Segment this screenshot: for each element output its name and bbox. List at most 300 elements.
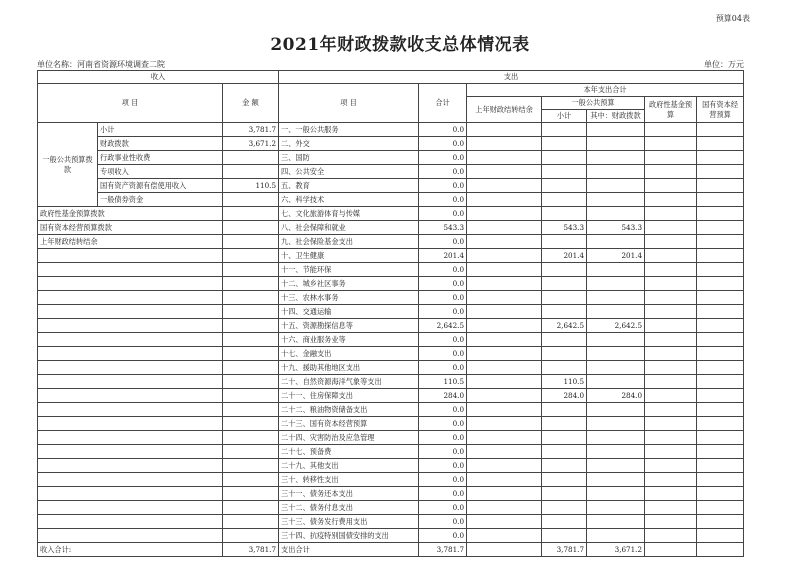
expense-item-state-capital xyxy=(697,165,744,179)
expense-item-label: 四、公共安全 xyxy=(279,165,419,179)
expense-item-label: 七、文化旅游体育与传媒 xyxy=(279,207,419,221)
income-empty-cell xyxy=(38,249,223,263)
table-row xyxy=(38,319,744,333)
expense-item-total: 0.0 xyxy=(419,291,467,305)
expense-item-total: 0.0 xyxy=(419,459,467,473)
expense-item-state-capital xyxy=(697,459,744,473)
income-empty-cell xyxy=(38,487,223,501)
expense-item-total: 0.0 xyxy=(419,277,467,291)
expense-item-label: 三十四、抗疫特别国债安排的支出 xyxy=(279,529,419,543)
expense-item-prev-balance xyxy=(467,151,542,165)
expense-item-state-capital xyxy=(697,333,744,347)
income-empty-cell xyxy=(223,515,279,529)
expense-item-label: 五、教育 xyxy=(279,179,419,193)
income-item-label: 财政拨款 xyxy=(98,137,223,151)
income-empty-cell xyxy=(38,431,223,445)
header-current-year-total: 本年支出合计 xyxy=(467,84,744,97)
expense-item-state-capital xyxy=(697,445,744,459)
expense-item-fiscal xyxy=(587,235,645,249)
expense-item-gov-fund xyxy=(645,193,697,207)
expense-item-prev-balance xyxy=(467,389,542,403)
income-empty-cell xyxy=(38,333,223,347)
expense-item-prev-balance xyxy=(467,459,542,473)
expense-item-label: 十四、交通运输 xyxy=(279,305,419,319)
expense-item-prev-balance xyxy=(467,473,542,487)
header-subtotal: 小计 xyxy=(542,110,587,123)
expense-item-subtotal xyxy=(542,137,587,151)
expense-item-label: 三十二、债务付息支出 xyxy=(279,501,419,515)
budget-table xyxy=(37,70,744,557)
income-empty-cell xyxy=(38,529,223,543)
expense-item-gov-fund xyxy=(645,151,697,165)
expense-total-subtotal: 3,781.7 xyxy=(542,543,587,557)
expense-item-total: 0.0 xyxy=(419,361,467,375)
expense-item-prev-balance xyxy=(467,431,542,445)
expense-item-fiscal: 2,642.5 xyxy=(587,319,645,333)
table-row xyxy=(38,375,744,389)
expense-item-subtotal xyxy=(542,515,587,529)
table-row xyxy=(38,403,744,417)
expense-item-state-capital xyxy=(697,403,744,417)
table-row xyxy=(38,207,744,221)
expense-item-gov-fund xyxy=(645,291,697,305)
expense-item-subtotal: 2,642.5 xyxy=(542,319,587,333)
income-empty-cell xyxy=(38,473,223,487)
expense-item-subtotal xyxy=(542,403,587,417)
expense-item-subtotal xyxy=(542,263,587,277)
expense-item-subtotal xyxy=(542,361,587,375)
table-row xyxy=(38,249,744,263)
expense-item-gov-fund xyxy=(645,347,697,361)
expense-item-fiscal xyxy=(587,123,645,137)
income-empty-cell xyxy=(38,277,223,291)
expense-item-label: 二十三、国有资本经营预算 xyxy=(279,417,419,431)
expense-item-state-capital xyxy=(697,417,744,431)
expense-item-prev-balance xyxy=(467,403,542,417)
expense-item-prev-balance xyxy=(467,165,542,179)
income-empty-cell xyxy=(38,361,223,375)
expense-item-gov-fund xyxy=(645,361,697,375)
expense-item-label: 十二、城乡社区事务 xyxy=(279,277,419,291)
income-empty-cell xyxy=(38,501,223,515)
expense-item-prev-balance xyxy=(467,333,542,347)
expense-item-total: 0.0 xyxy=(419,431,467,445)
income-item-amount xyxy=(223,235,279,249)
expense-item-total: 0.0 xyxy=(419,403,467,417)
expense-item-fiscal: 543.3 xyxy=(587,221,645,235)
income-empty-cell xyxy=(38,417,223,431)
income-empty-cell xyxy=(223,263,279,277)
expense-item-gov-fund xyxy=(645,249,697,263)
income-empty-cell xyxy=(223,277,279,291)
expense-item-gov-fund xyxy=(645,207,697,221)
expense-item-fiscal xyxy=(587,291,645,305)
expense-item-subtotal xyxy=(542,501,587,515)
table-row xyxy=(38,459,744,473)
income-empty-cell xyxy=(38,291,223,305)
expense-item-subtotal xyxy=(542,487,587,501)
table-row xyxy=(38,361,744,375)
expense-item-fiscal xyxy=(587,165,645,179)
expense-item-gov-fund xyxy=(645,179,697,193)
expense-item-label: 十六、商业服务业等 xyxy=(279,333,419,347)
expense-item-fiscal xyxy=(587,459,645,473)
expense-item-label: 八、社会保障和就业 xyxy=(279,221,419,235)
expense-total-label: 支出合计 xyxy=(279,543,419,557)
expense-item-prev-balance xyxy=(467,179,542,193)
income-empty-cell xyxy=(223,431,279,445)
unit-name: 单位名称：河南省资源环境调查二院 xyxy=(37,60,165,69)
expense-item-label: 三十三、债务发行费用支出 xyxy=(279,515,419,529)
expense-item-state-capital xyxy=(697,375,744,389)
expense-item-total: 0.0 xyxy=(419,529,467,543)
expense-item-total: 0.0 xyxy=(419,179,467,193)
table-row xyxy=(38,389,744,403)
expense-item-prev-balance xyxy=(467,221,542,235)
expense-total-fiscal: 3,671.2 xyxy=(587,543,645,557)
income-empty-cell xyxy=(223,389,279,403)
expense-item-prev-balance xyxy=(467,207,542,221)
expense-item-subtotal xyxy=(542,291,587,305)
expense-item-state-capital xyxy=(697,389,744,403)
expense-item-prev-balance xyxy=(467,263,542,277)
expense-item-subtotal xyxy=(542,305,587,319)
header-state-capital: 国有资本经营预算 xyxy=(697,97,744,123)
income-empty-cell xyxy=(223,445,279,459)
header-general-budget: 一般公共预算 xyxy=(542,97,645,110)
expense-item-gov-fund xyxy=(645,459,697,473)
expense-item-gov-fund xyxy=(645,529,697,543)
expense-item-total: 201.4 xyxy=(419,249,467,263)
income-empty-cell xyxy=(223,333,279,347)
expense-item-subtotal: 543.3 xyxy=(542,221,587,235)
expense-item-gov-fund xyxy=(645,319,697,333)
expense-item-prev-balance xyxy=(467,361,542,375)
expense-item-gov-fund xyxy=(645,263,697,277)
income-empty-cell xyxy=(38,515,223,529)
income-item-amount xyxy=(223,221,279,235)
table-row xyxy=(38,193,744,207)
expense-item-total: 0.0 xyxy=(419,515,467,529)
expense-item-fiscal xyxy=(587,347,645,361)
expense-total-prev xyxy=(467,543,542,557)
expense-item-fiscal xyxy=(587,375,645,389)
expense-item-label: 三十、转移性支出 xyxy=(279,473,419,487)
header-gov-fund: 政府性基金预算 xyxy=(645,97,697,123)
income-item-amount: 3,781.7 xyxy=(223,123,279,137)
expense-item-gov-fund xyxy=(645,445,697,459)
expense-item-prev-balance xyxy=(467,445,542,459)
income-group-label: 一般公共预算拨款 xyxy=(38,123,98,207)
expense-item-prev-balance xyxy=(467,375,542,389)
header-income-amount: 金 额 xyxy=(223,84,279,123)
expense-item-subtotal xyxy=(542,193,587,207)
expense-item-subtotal xyxy=(542,333,587,347)
expense-item-subtotal xyxy=(542,459,587,473)
table-row xyxy=(38,515,744,529)
expense-total-state-capital xyxy=(697,543,744,557)
expense-item-state-capital xyxy=(697,473,744,487)
header-total: 合计 xyxy=(419,84,467,123)
income-empty-cell xyxy=(223,473,279,487)
header-prev-year-balance: 上年财政结转结余 xyxy=(467,97,542,123)
expense-item-total: 0.0 xyxy=(419,473,467,487)
header-expense: 支出 xyxy=(279,71,744,84)
table-row xyxy=(38,431,744,445)
expense-item-state-capital xyxy=(697,501,744,515)
expense-item-label: 二十、自然资源海洋气象等支出 xyxy=(279,375,419,389)
expense-item-total: 0.0 xyxy=(419,151,467,165)
expense-total-gov-fund xyxy=(645,543,697,557)
expense-item-total: 0.0 xyxy=(419,207,467,221)
header-income-item: 项 目 xyxy=(38,84,223,123)
table-row xyxy=(38,333,744,347)
expense-item-prev-balance xyxy=(467,347,542,361)
expense-item-fiscal: 201.4 xyxy=(587,249,645,263)
income-empty-cell xyxy=(223,403,279,417)
expense-item-total: 0.0 xyxy=(419,333,467,347)
header-expense-item: 项 目 xyxy=(279,84,419,123)
income-empty-cell xyxy=(223,361,279,375)
expense-item-gov-fund xyxy=(645,123,697,137)
expense-item-subtotal xyxy=(542,179,587,193)
expense-item-subtotal xyxy=(542,277,587,291)
table-row xyxy=(38,529,744,543)
page-title: 2021年财政拨款收支总体情况表 xyxy=(270,35,530,55)
income-item-label: 上年财政结转结余 xyxy=(38,235,223,249)
table-row xyxy=(38,123,744,137)
income-total-label: 收入合计: xyxy=(38,543,223,557)
expense-item-subtotal xyxy=(542,347,587,361)
income-empty-cell xyxy=(38,305,223,319)
expense-item-gov-fund xyxy=(645,501,697,515)
income-empty-cell xyxy=(223,347,279,361)
expense-item-total: 284.0 xyxy=(419,389,467,403)
income-empty-cell xyxy=(223,487,279,501)
table-row xyxy=(38,151,744,165)
income-empty-cell xyxy=(38,347,223,361)
income-empty-cell xyxy=(38,445,223,459)
expense-item-fiscal xyxy=(587,417,645,431)
expense-item-total: 0.0 xyxy=(419,347,467,361)
expense-item-total: 0.0 xyxy=(419,445,467,459)
expense-item-prev-balance xyxy=(467,193,542,207)
expense-item-prev-balance xyxy=(467,417,542,431)
expense-item-subtotal xyxy=(542,445,587,459)
expense-item-gov-fund xyxy=(645,473,697,487)
expense-item-state-capital xyxy=(697,277,744,291)
expense-item-subtotal xyxy=(542,207,587,221)
expense-item-total: 2,642.5 xyxy=(419,319,467,333)
expense-item-label: 十九、援助其他地区支出 xyxy=(279,361,419,375)
expense-item-state-capital xyxy=(697,361,744,375)
income-empty-cell xyxy=(223,529,279,543)
table-row xyxy=(38,137,744,151)
expense-item-subtotal xyxy=(542,417,587,431)
expense-item-total: 0.0 xyxy=(419,123,467,137)
expense-item-subtotal xyxy=(542,123,587,137)
income-item-amount xyxy=(223,193,279,207)
table-row xyxy=(38,263,744,277)
expense-item-fiscal xyxy=(587,207,645,221)
income-item-amount: 3,671.2 xyxy=(223,137,279,151)
income-item-label: 行政事业性收费 xyxy=(98,151,223,165)
expense-item-fiscal xyxy=(587,151,645,165)
expense-item-state-capital xyxy=(697,179,744,193)
expense-item-total: 0.0 xyxy=(419,235,467,249)
income-empty-cell xyxy=(223,501,279,515)
expense-item-gov-fund xyxy=(645,165,697,179)
table-row xyxy=(38,179,744,193)
table-row xyxy=(38,305,744,319)
expense-item-subtotal xyxy=(542,473,587,487)
expense-item-label: 一、一般公共服务 xyxy=(279,123,419,137)
expense-item-label: 十五、资源勘探信息等 xyxy=(279,319,419,333)
expense-item-fiscal xyxy=(587,529,645,543)
table-row xyxy=(38,417,744,431)
expense-item-gov-fund xyxy=(645,333,697,347)
expense-item-prev-balance xyxy=(467,487,542,501)
expense-item-state-capital xyxy=(697,515,744,529)
table-row xyxy=(38,165,744,179)
income-item-label: 专项收入 xyxy=(98,165,223,179)
income-empty-cell xyxy=(223,459,279,473)
table-row xyxy=(38,291,744,305)
expense-item-state-capital xyxy=(697,487,744,501)
expense-item-state-capital xyxy=(697,319,744,333)
expense-item-label: 二十二、粮油物资储备支出 xyxy=(279,403,419,417)
expense-item-fiscal xyxy=(587,473,645,487)
income-empty-cell xyxy=(223,319,279,333)
income-empty-cell xyxy=(38,389,223,403)
expense-item-label: 二十一、住房保障支出 xyxy=(279,389,419,403)
expense-item-fiscal xyxy=(587,431,645,445)
expense-item-fiscal xyxy=(587,179,645,193)
form-number: 预算04表 xyxy=(715,14,750,23)
expense-item-state-capital xyxy=(697,305,744,319)
expense-item-state-capital xyxy=(697,221,744,235)
table-row xyxy=(38,445,744,459)
expense-item-gov-fund xyxy=(645,417,697,431)
expense-item-total: 0.0 xyxy=(419,487,467,501)
expense-item-label: 二、外交 xyxy=(279,137,419,151)
expense-item-gov-fund xyxy=(645,221,697,235)
expense-item-total: 0.0 xyxy=(419,165,467,179)
expense-item-prev-balance xyxy=(467,249,542,263)
expense-item-fiscal xyxy=(587,263,645,277)
table-row xyxy=(38,347,744,361)
income-item-amount: 110.5 xyxy=(223,179,279,193)
table-row xyxy=(38,277,744,291)
expense-item-label: 十七、金融支出 xyxy=(279,347,419,361)
expense-item-label: 二十七、预备费 xyxy=(279,445,419,459)
expense-item-fiscal xyxy=(587,333,645,347)
expense-total-value: 3,781.7 xyxy=(419,543,467,557)
income-item-amount xyxy=(223,207,279,221)
expense-item-fiscal xyxy=(587,305,645,319)
expense-item-subtotal xyxy=(542,165,587,179)
expense-item-state-capital xyxy=(697,123,744,137)
expense-item-fiscal xyxy=(587,137,645,151)
expense-item-gov-fund xyxy=(645,403,697,417)
expense-item-total: 0.0 xyxy=(419,501,467,515)
income-empty-cell xyxy=(38,375,223,389)
expense-item-label: 十三、农林水事务 xyxy=(279,291,419,305)
expense-item-state-capital xyxy=(697,263,744,277)
income-empty-cell xyxy=(223,417,279,431)
income-empty-cell xyxy=(223,249,279,263)
expense-item-state-capital xyxy=(697,151,744,165)
expense-item-label: 三十一、债务还本支出 xyxy=(279,487,419,501)
expense-item-state-capital xyxy=(697,235,744,249)
expense-item-subtotal xyxy=(542,431,587,445)
header-income: 收入 xyxy=(38,71,279,84)
expense-item-fiscal xyxy=(587,515,645,529)
expense-item-label: 六、科学技术 xyxy=(279,193,419,207)
expense-item-state-capital xyxy=(697,347,744,361)
expense-item-subtotal xyxy=(542,151,587,165)
expense-item-total: 0.0 xyxy=(419,305,467,319)
expense-item-gov-fund xyxy=(645,389,697,403)
expense-item-gov-fund xyxy=(645,515,697,529)
expense-item-gov-fund xyxy=(645,375,697,389)
expense-item-subtotal: 110.5 xyxy=(542,375,587,389)
expense-item-label: 十、卫生健康 xyxy=(279,249,419,263)
expense-item-fiscal xyxy=(587,277,645,291)
income-item-label: 国有资本经营预算拨款 xyxy=(38,221,223,235)
expense-item-total: 110.5 xyxy=(419,375,467,389)
expense-item-fiscal xyxy=(587,403,645,417)
expense-item-fiscal: 284.0 xyxy=(587,389,645,403)
expense-item-prev-balance xyxy=(467,277,542,291)
expense-item-gov-fund xyxy=(645,431,697,445)
income-item-amount xyxy=(223,151,279,165)
table-body xyxy=(38,123,744,543)
income-item-label: 政府性基金预算拨款 xyxy=(38,207,223,221)
table-row xyxy=(38,473,744,487)
expense-item-label: 三、国防 xyxy=(279,151,419,165)
income-item-label: 一般债券资金 xyxy=(98,193,223,207)
expense-item-fiscal xyxy=(587,445,645,459)
expense-item-prev-balance xyxy=(467,501,542,515)
income-total-amount: 3,781.7 xyxy=(223,543,279,557)
expense-item-subtotal xyxy=(542,235,587,249)
expense-item-prev-balance xyxy=(467,235,542,249)
expense-item-gov-fund xyxy=(645,305,697,319)
expense-item-state-capital xyxy=(697,291,744,305)
expense-item-label: 九、社会保险基金支出 xyxy=(279,235,419,249)
expense-item-state-capital xyxy=(697,207,744,221)
income-empty-cell xyxy=(38,459,223,473)
expense-item-label: 二十九、其他支出 xyxy=(279,459,419,473)
income-empty-cell xyxy=(223,375,279,389)
expense-item-state-capital xyxy=(697,137,744,151)
expense-item-subtotal: 284.0 xyxy=(542,389,587,403)
income-item-amount xyxy=(223,165,279,179)
expense-item-total: 0.0 xyxy=(419,417,467,431)
totals-row xyxy=(38,543,744,557)
expense-item-fiscal xyxy=(587,361,645,375)
table-row xyxy=(38,487,744,501)
expense-item-gov-fund xyxy=(645,137,697,151)
expense-item-state-capital xyxy=(697,193,744,207)
expense-item-total: 0.0 xyxy=(419,193,467,207)
header-of-which-fiscal: 其中：财政拨款 xyxy=(587,110,645,123)
expense-item-gov-fund xyxy=(645,277,697,291)
table-row xyxy=(38,221,744,235)
expense-item-state-capital xyxy=(697,431,744,445)
expense-item-gov-fund xyxy=(645,235,697,249)
